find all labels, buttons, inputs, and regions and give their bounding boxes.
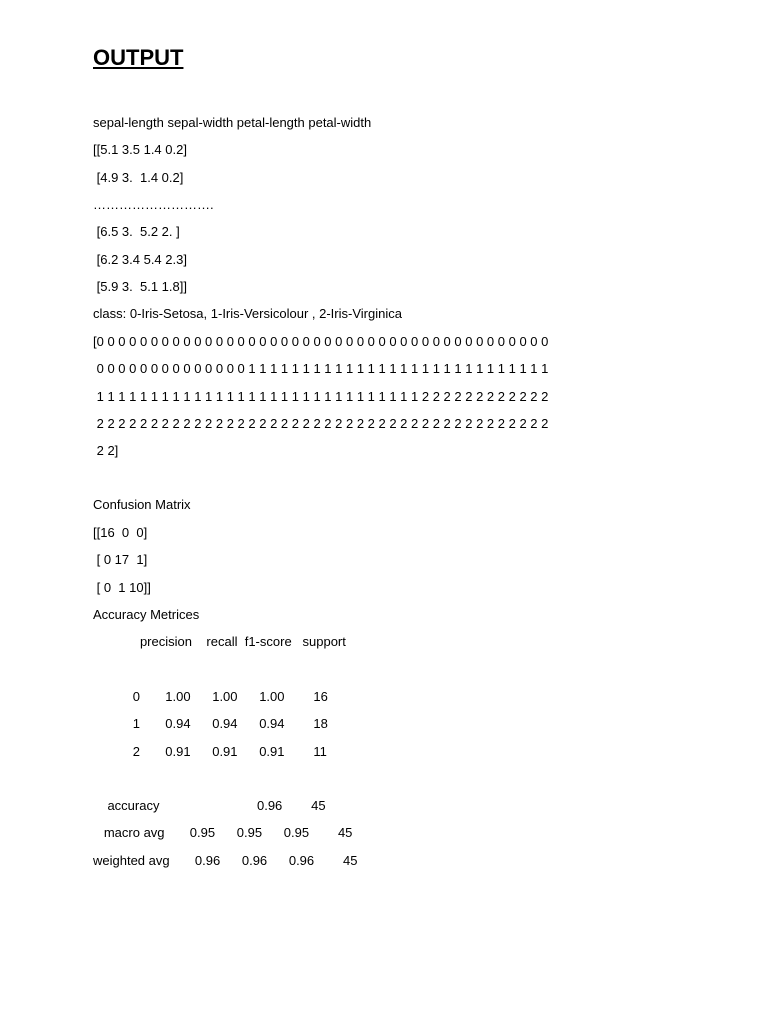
data-row-3: [6.5 3. 5.2 2. ] [93,224,180,239]
data-row-5: [5.9 3. 5.1 1.8]] [93,279,187,294]
page-heading: OUTPUT [93,45,184,70]
class-labels-row-2: 0 0 0 0 0 0 0 0 0 0 0 0 0 0 1 1 1 1 1 1 1 1 1 1 1 1 1 1 1 1 1 1 1 1 1 1 1 1 1 1 1 1 [93,361,549,376]
confusion-matrix-row-2: [ 0 17 1] [93,552,148,567]
data-row-2: [4.9 3. 1.4 0.2] [93,170,184,185]
confusion-matrix-title: Confusion Matrix [93,497,191,512]
confusion-matrix-row-1: [[16 0 0] [93,525,148,540]
accuracy-metrics-title: Accuracy Metrices [93,607,200,622]
report-row-weighted-avg: weighted avg 0.96 0.96 0.96 45 [93,853,358,868]
ellipsis-line: ………………………. [93,197,214,212]
class-labels-row-5: 2 2] [93,443,119,458]
report-row-class-1: 1 0.94 0.94 0.94 18 [93,716,328,731]
data-row-4: [6.2 3.4 5.4 2.3] [93,252,187,267]
confusion-matrix-row-3: [ 0 1 10]] [93,580,151,595]
report-row-class-0: 0 1.00 1.00 1.00 16 [93,689,328,704]
class-labels-row-4: 2 2 2 2 2 2 2 2 2 2 2 2 2 2 2 2 2 2 2 2 2 2 2 2 2 2 2 2 2 2 2 2 2 2 2 2 2 2 2 2 2 2 [93,416,549,431]
class-legend-line: class: 0-Iris-Setosa, 1-Iris-Versicolour , 2-Iris-Virginica [93,306,402,321]
report-row-accuracy: accuracy 0.96 45 [93,798,326,813]
report-row-macro-avg: macro avg 0.95 0.95 0.95 45 [93,825,353,840]
class-labels-row-1: [0 0 0 0 0 0 0 0 0 0 0 0 0 0 0 0 0 0 0 0 0 0 0 0 0 0 0 0 0 0 0 0 0 0 0 0 0 0 0 0 0 0 [93,334,549,349]
feature-header-line: sepal-length sepal-width petal-length petal-width [93,115,372,130]
class-labels-row-3: 1 1 1 1 1 1 1 1 1 1 1 1 1 1 1 1 1 1 1 1 1 1 1 1 1 1 1 1 1 1 2 2 2 2 2 2 2 2 2 2 2 2 [93,389,549,404]
data-row-1: [[5.1 3.5 1.4 0.2] [93,142,187,157]
report-header-row: precision recall f1-score support [93,634,346,649]
report-row-class-2: 2 0.91 0.91 0.91 11 [93,744,327,759]
